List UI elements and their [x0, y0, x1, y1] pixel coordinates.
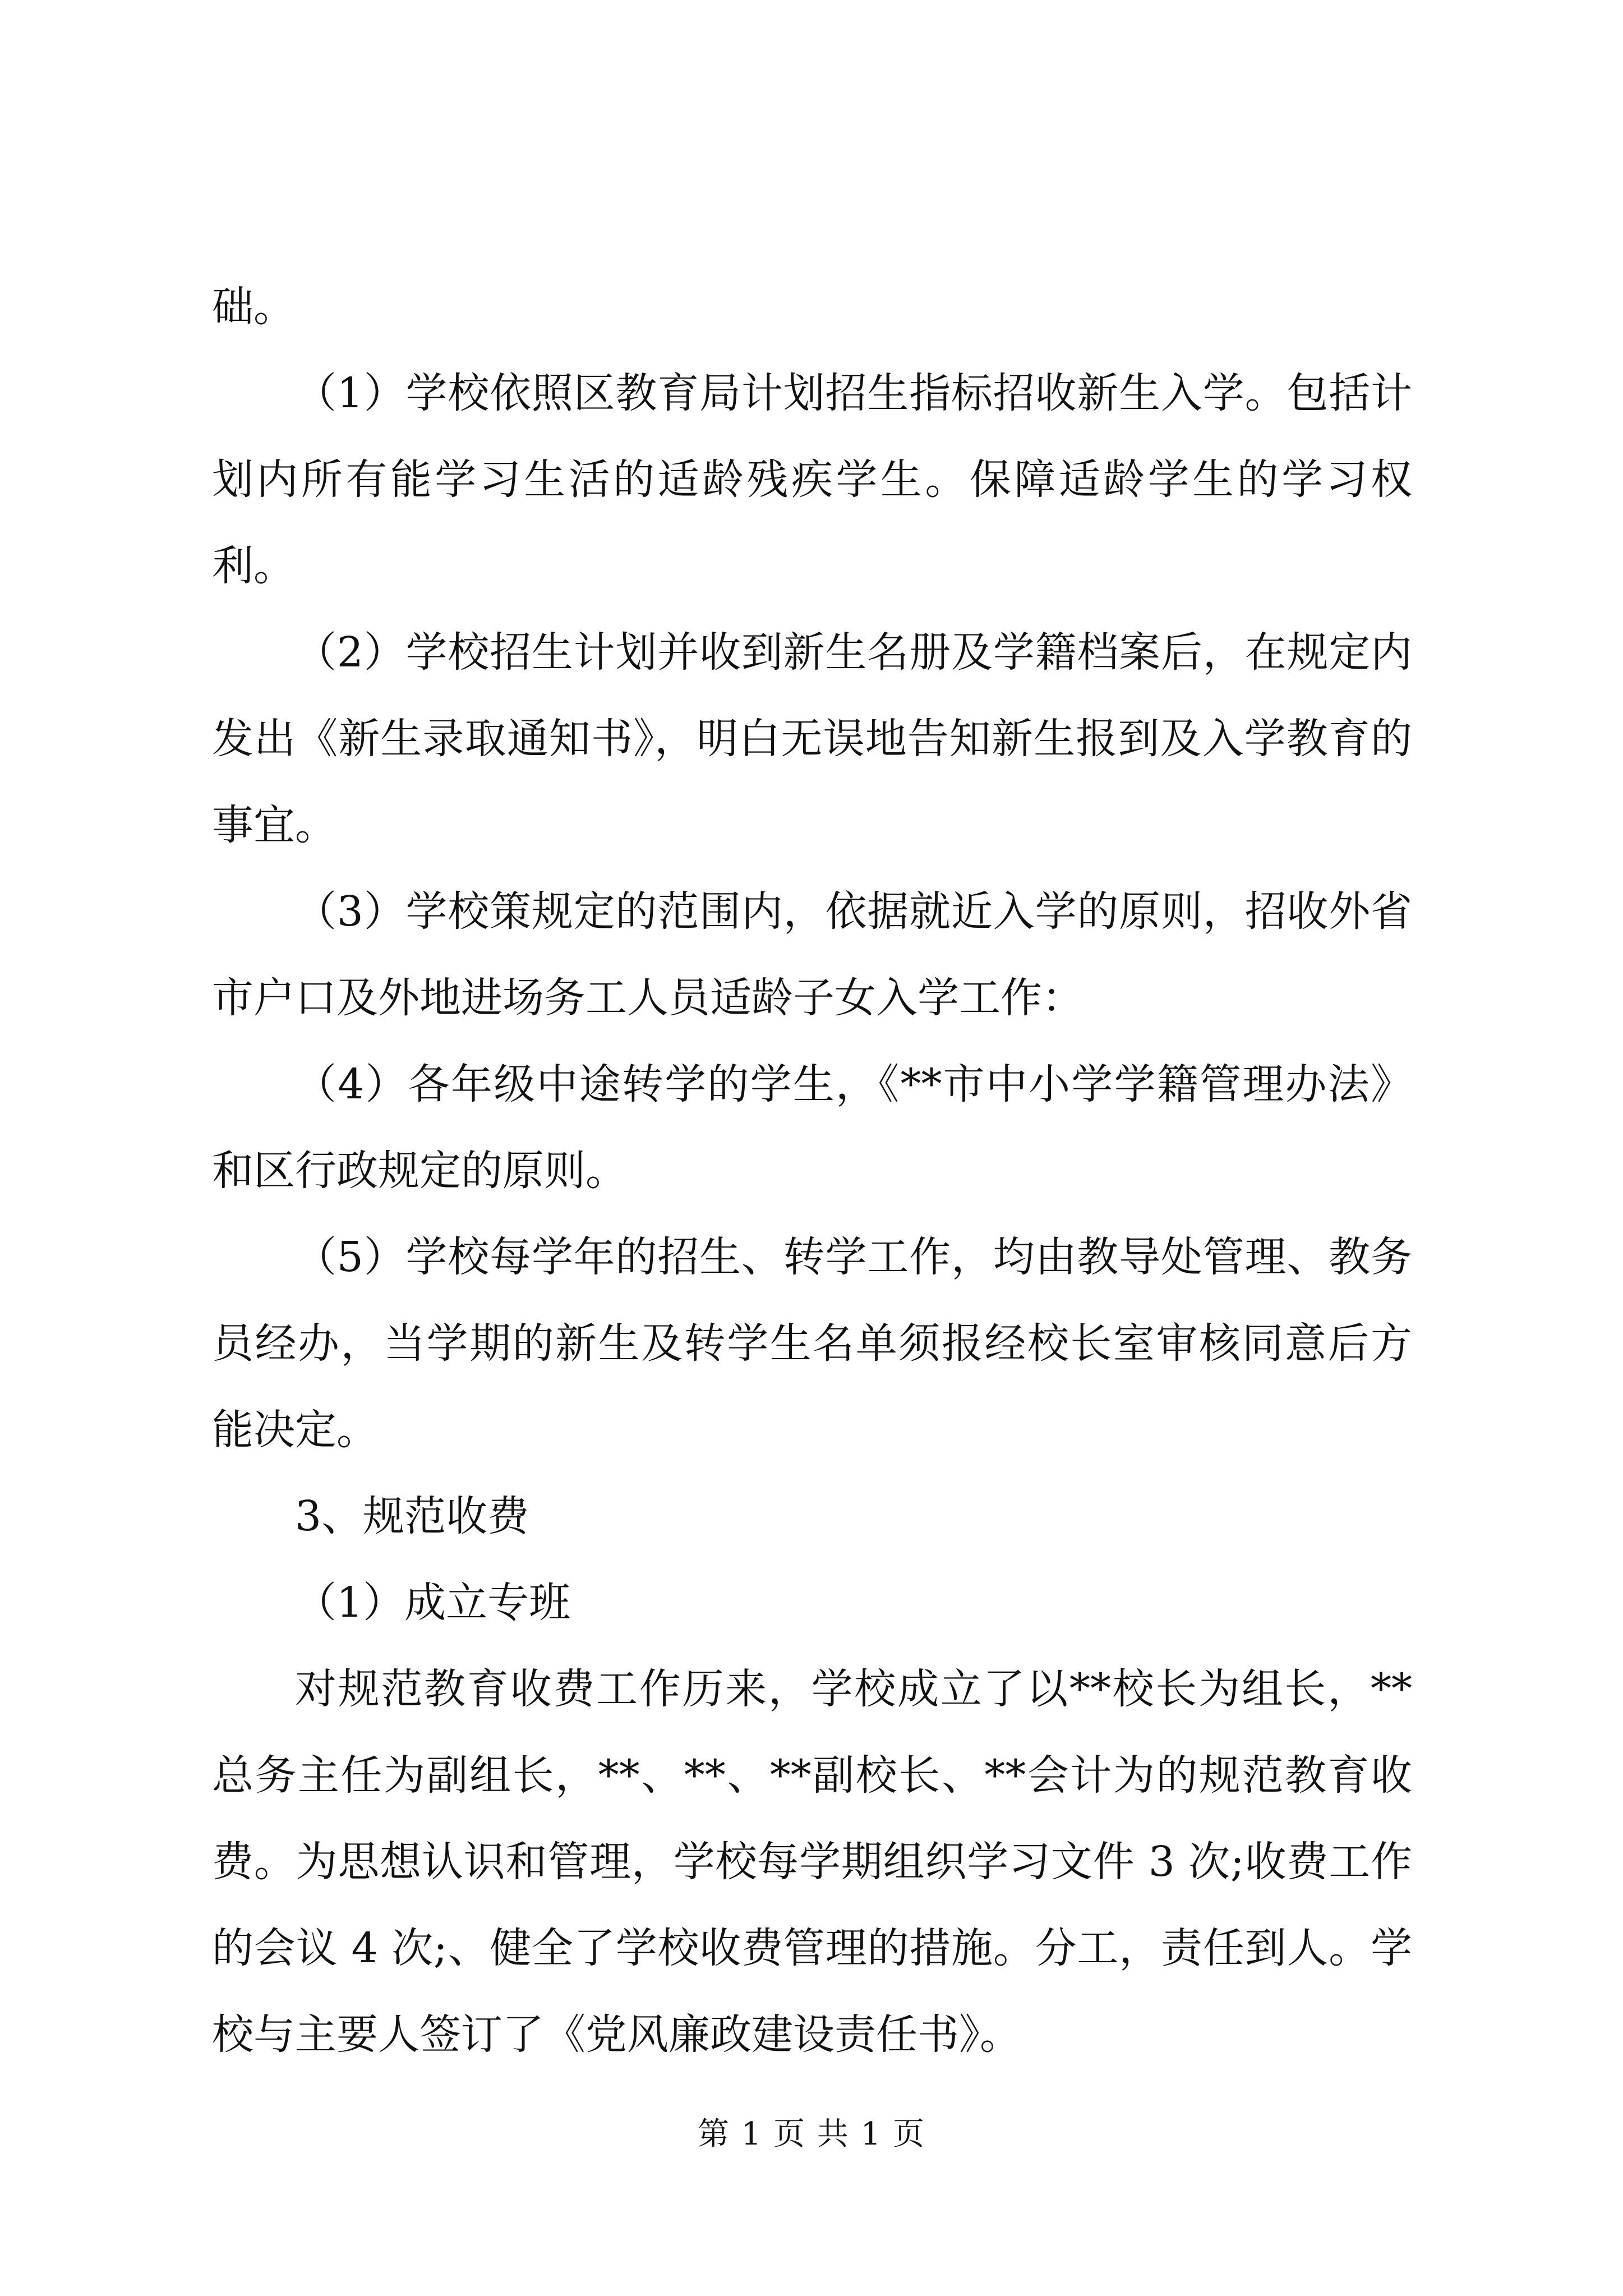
paragraph-item-5: （5）学校每学年的招生、转学工作，均由教导处管理、教务员经办，当学期的新生及转学生名单须报经校长室审核同意后方能决定。: [212, 1233, 1412, 1454]
page-footer: 第 1 页 共 1 页: [697, 2116, 926, 2152]
paragraph-item-2: （2）学校招生计划并收到新生名册及学籍档案后，在规定内发出《新生录取通知书》，明白无误地告知新生报到及入学教育的事宜。: [212, 628, 1412, 849]
subheading-special-team: （1）成立专班: [295, 1579, 571, 1627]
paragraph-item-4: （4）各年级中途转学的学生，《**市中小学学籍管理办法》和区行政规定的原则。: [212, 1060, 1412, 1195]
document-body: [212, 264, 1412, 2078]
paragraph-item-1: （1）学校依照区教育局计划招生指标招收新生入学。包括计划内所有能学习生活的适龄残疾学生。保障适龄学生的学习权利。: [212, 369, 1412, 590]
paragraph-continuation: 础。: [212, 283, 295, 331]
paragraph-fees-body: 对规范教育收费工作历来，学校成立了以**校长为组长，**总务主任为副组长，**、**、**副校长、**会计为的规范教育收费。为思想认识和管理，学校每学期组织学习文件 3 次;收费工作的会议 4 次;、健全了学校收费管理的措施。分工，责任到人。学校与主要人签订了《党风廉政建设责任书》。: [212, 1665, 1412, 2059]
paragraph-item-3: （3）学校策规定的范围内，依据就近入学的原则，招收外省市户口及外地进场务工人员适龄子女入学工作：: [212, 887, 1412, 1022]
section-heading-fees: 3、规范收费: [295, 1492, 529, 1540]
